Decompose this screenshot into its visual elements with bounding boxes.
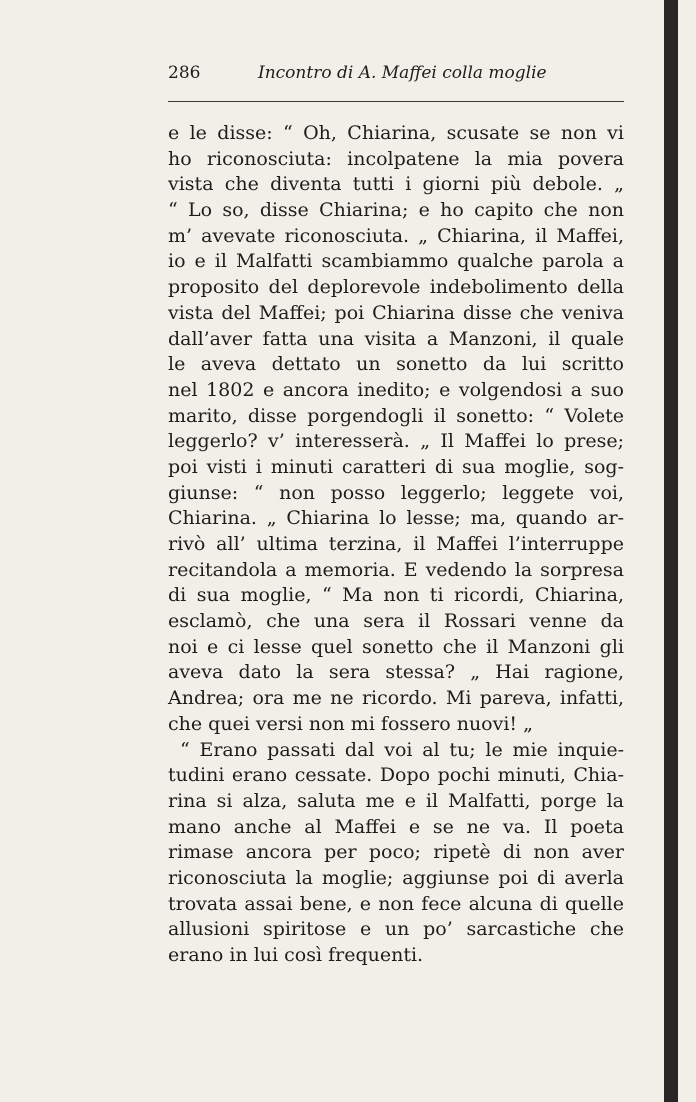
text-line: di sua moglie, “ Ma non ti ricordi, Chiarina, [168, 584, 624, 607]
text-line: io e il Malfatti scambiammo qualche parola a [168, 250, 624, 273]
text-line: aveva dato la sera stessa? „ Hai ragione, [168, 661, 624, 684]
text-line: “ Lo so, disse Chiarina; e ho capito che non [168, 199, 624, 222]
text-line: ho riconosciuta: incolpatene la mia povera [168, 147, 624, 170]
text-line: trovata assai bene, e non fece alcuna di quelle [168, 892, 624, 915]
text-line: e le disse: “ Oh, Chiarina, scusate se non vi [168, 122, 624, 144]
text-line: noi e ci lesse quel sonetto che il Manzoni gli [168, 635, 624, 658]
text-line: marito, disse porgendogli il sonetto: “ Volete [168, 404, 624, 427]
text-line: Chiarina. „ Chiarina lo lesse; ma, quando ar- [168, 507, 624, 530]
page-edge [678, 0, 696, 1102]
text-line: nel 1802 e ancora inedito; e volgendosi a suo [168, 378, 624, 401]
text-line: esclamò, che una sera il Rossari venne da [168, 610, 624, 633]
text-line: recitandola a memoria. E vedendo la sorpresa [168, 558, 624, 581]
text-line: proposito del deplorevole indebolimento della [168, 276, 624, 299]
text-line: erano in lui così frequenti. [168, 944, 424, 966]
text-line: poi visti i minuti caratteri di sua moglie, sog- [168, 455, 624, 478]
text-line: riconosciuta la moglie; aggiunse poi di averla [168, 866, 624, 889]
text-line: rina si alza, saluta me e il Malfatti, porge la [168, 789, 624, 812]
text-line: dall’aver fatta una visita a Manzoni, il quale [168, 327, 624, 350]
text-line: rimase ancora per poco; ripetè di non aver [168, 841, 624, 864]
text-line: vista che diventa tutti i giorni più debole. „ [168, 173, 624, 196]
header-rule [168, 101, 624, 102]
page-number: 286 [168, 63, 201, 83]
paragraph [168, 121, 624, 738]
text-line: che quei versi non mi fossero nuovi! „ [168, 712, 533, 735]
text-line: m’ avevate riconosciuta. „ Chiarina, il Maffei, [168, 224, 624, 247]
text-line: Andrea; ora me ne ricordo. Mi pareva, infatti, [168, 687, 624, 710]
text-line: le aveva dettato un sonetto da lui scritto [168, 353, 624, 376]
page-header [168, 63, 624, 87]
text-line: vista del Maffei; poi Chiarina disse che veniva [168, 301, 624, 324]
text-line: “ Erano passati dal voi al tu; le mie inquie- [180, 738, 624, 761]
running-title: Incontro di A. Maffei colla moglie [258, 63, 547, 83]
text-line: giunse: “ non posso leggerlo; leggete voi, [168, 481, 624, 504]
text-line: rivò all’ ultima terzina, il Maffei l’interruppe [168, 533, 624, 555]
book-spine-shadow [664, 0, 678, 1102]
text-line: tudini erano cessate. Dopo pochi minuti, Chia- [168, 764, 624, 787]
text-line: allusioni spiritose e un po’ sarcastiche che [168, 918, 624, 941]
body-text [168, 121, 624, 969]
text-line: leggerlo? v’ interesserà. „ Il Maffei lo prese; [168, 430, 624, 453]
text-line: mano anche al Maffei e se ne va. Il poeta [168, 815, 624, 838]
paragraph [168, 738, 624, 969]
